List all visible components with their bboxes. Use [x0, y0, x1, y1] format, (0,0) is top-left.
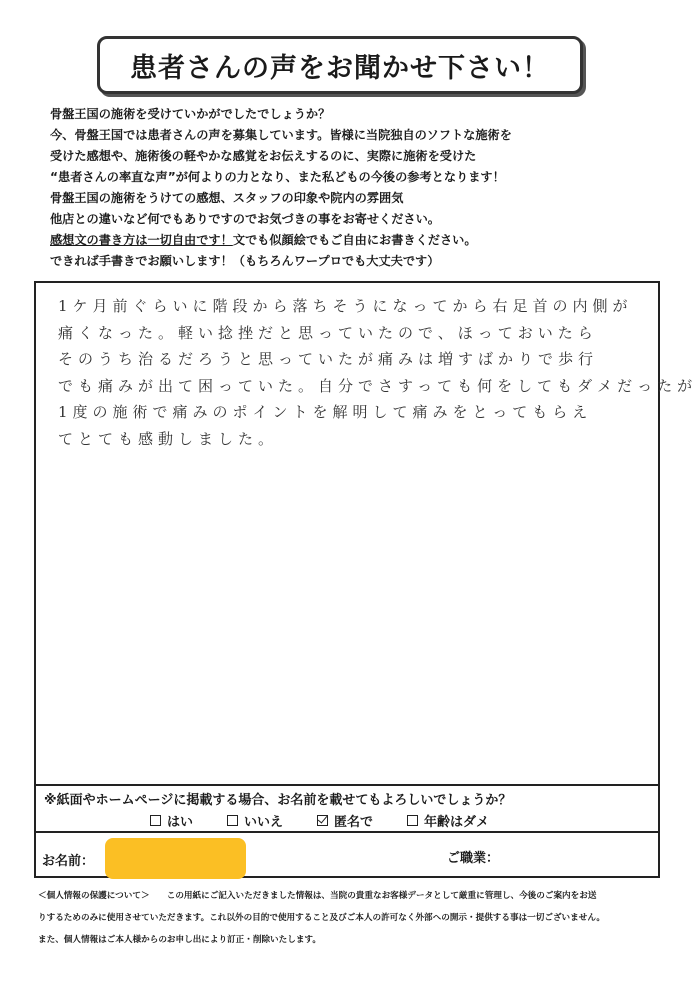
comment-line: 1度の施術で痛みのポイントを解明して痛みをとってもらえ — [58, 403, 593, 421]
divider — [34, 784, 660, 786]
handwritten-comment — [58, 293, 698, 452]
name-permission-question: ※紙面やホームページに掲載する場合、お名前を載せてもよろしいでしょうか？ — [44, 793, 512, 808]
intro-line: 今、骨盤王国では患者さんの声を募集しています。皆様に当院独自のソフトな施術を — [50, 128, 512, 142]
page-title: 患者さんの声をお聞かせ下さい！ — [130, 52, 550, 84]
intro-underline: 感想文の書き方は一切自由です！ — [50, 233, 233, 247]
checkbox-icon[interactable] — [407, 815, 418, 826]
comment-line: 1ケ月前ぐらいに階段から落ちそうになってから右足首の内側が — [58, 297, 633, 315]
intro-line-rest: 文でも似顔絵でもご自由にお書きください。 — [232, 233, 477, 247]
comment-line: でも痛みが出て困っていた。自分でさすっても何をしてもダメだったが — [58, 376, 698, 395]
intro-text — [50, 104, 670, 272]
intro-line — [50, 230, 670, 251]
intro-line: “患者さんの率直な声”が何よりの力となり、また私どもの今後の参考となります！ — [50, 170, 505, 184]
option-label: 匿名で — [334, 815, 374, 830]
checkbox-icon[interactable] — [150, 815, 161, 826]
privacy-line: ＜個人情報の保護について＞ この用紙にご記入いただきました情報は、当院の貴重なお客様データとして厳重に管理し、今後のご案内をお送 — [38, 891, 597, 901]
privacy-line: また、個人情報はご本人様からのお申し出により訂正・削除いたします。 — [38, 935, 321, 945]
title-box — [97, 36, 583, 94]
intro-line: 骨盤王国の施術をうけての感想、スタッフの印象や院内の雰囲気 — [50, 191, 404, 205]
occupation-label: ご職業： — [447, 851, 500, 866]
checkbox-icon[interactable] — [227, 815, 238, 826]
option-anonymous[interactable] — [317, 811, 373, 830]
name-label: お名前： — [42, 854, 95, 869]
option-label: 年齢はダメ — [424, 815, 490, 830]
name-redaction — [105, 838, 246, 879]
option-label: はい — [167, 815, 194, 830]
option-label: いいえ — [244, 815, 284, 830]
intro-line: できれば手書きでお願いします！（もちろんワープロでも大丈夫です） — [50, 254, 440, 268]
intro-line: 骨盤王国の施術を受けていかがでしたでしょうか？ — [50, 107, 331, 121]
divider — [34, 831, 660, 833]
intro-line: 受けた感想や、施術後の軽やかな感覚をお伝えするのに、実際に施術を受けた — [50, 149, 477, 163]
intro-line: 他店との違いなど何でもありですのでお気づきの事をお寄せください。 — [50, 212, 440, 226]
comment-line: 痛くなった。軽い捻挫だと思っていたので、ほっておいたら — [58, 323, 598, 342]
comment-line: そのうち治るだろうと思っていたが痛みは増すばかりで歩行 — [58, 350, 599, 368]
name-permission-options — [150, 811, 489, 830]
checked-checkbox-icon[interactable] — [317, 815, 328, 826]
privacy-notice — [38, 885, 668, 951]
option-no-age[interactable] — [407, 811, 489, 830]
comment-line: てとても感動しました。 — [58, 429, 279, 448]
option-yes[interactable] — [150, 811, 193, 830]
privacy-line: りするためのみに使用させていただきます。これ以外の目的で使用すること及びご本人の許可なく外部への開示・提供する事は一切ございません。 — [38, 913, 606, 923]
option-no[interactable] — [227, 811, 283, 830]
